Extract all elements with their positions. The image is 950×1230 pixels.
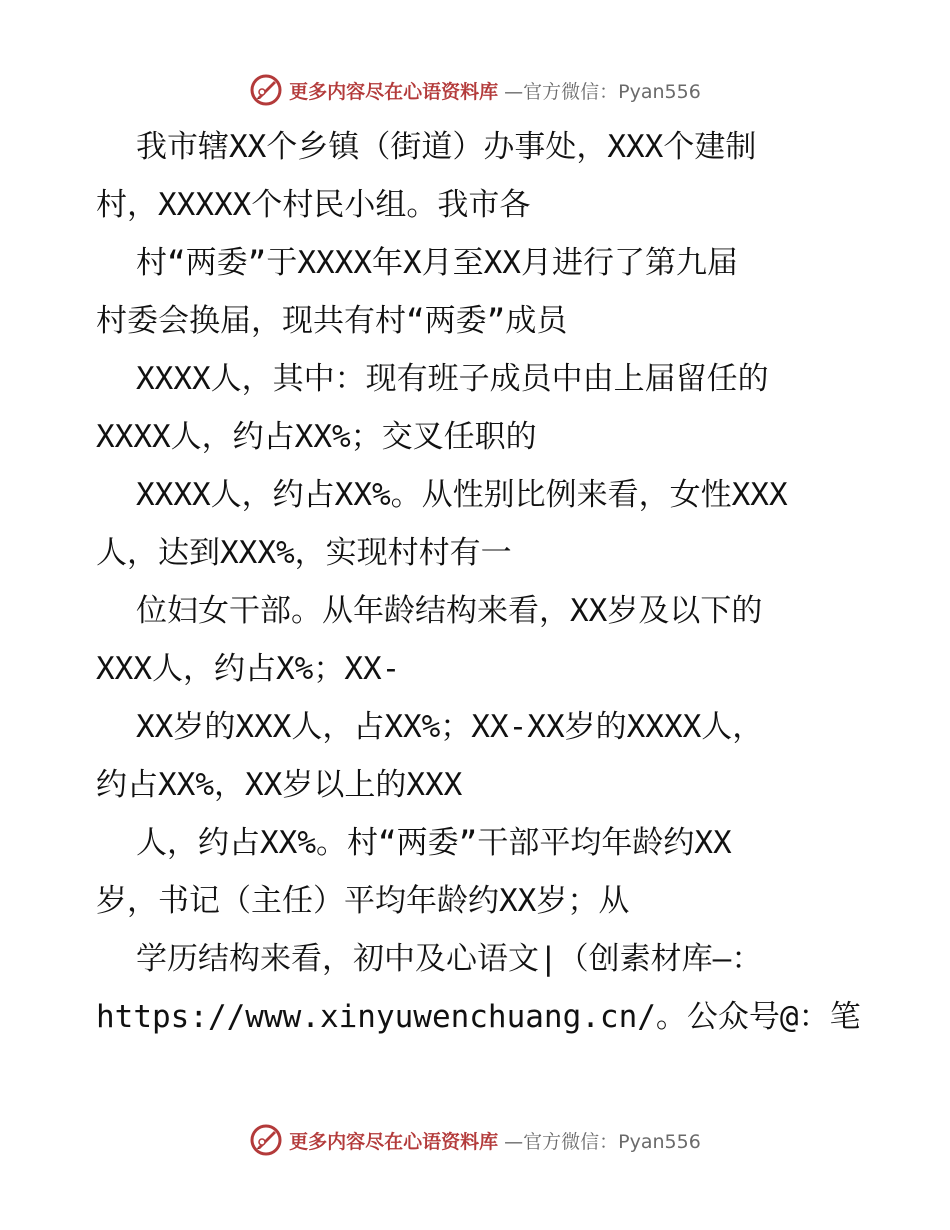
body-line: XXXX人，其中：现有班子成员中由上届留任的 (136, 361, 769, 397)
body-line: XX岁的XXX人，占XX%；XX-XX岁的XXXX人， (136, 709, 764, 745)
header-brand-text: 更多内容尽在心语资料库 (289, 80, 499, 103)
body-line: https://www.xinyuwenchuang.cn/。公众号@：笔 (96, 999, 861, 1035)
body-line: 位妇女干部。从年龄结构来看，XX岁及以下的 (136, 593, 763, 629)
header-banner-inner (249, 73, 701, 107)
header-contact-text: —官方微信：Pyan556 (504, 80, 701, 103)
body-line: 岁，书记（主任）平均年龄约XX岁；从 (96, 883, 630, 919)
body-line: XXXX人，约占XX%；交叉任职的 (96, 419, 537, 455)
body-line: 人，约占XX%。村“两委”干部平均年龄约XX (136, 825, 732, 861)
footer-contact-text: —官方微信：Pyan556 (504, 1130, 701, 1153)
body-line: 我市辖XX个乡镇（街道）办事处，XXX个建制 (136, 129, 757, 165)
body-line: 村委会换届，现共有村“两委”成员 (96, 303, 568, 339)
body-line: 村，XXXXX个村民小组。我市各 (96, 187, 531, 223)
body-line: 约占XX%，XX岁以上的XXX (96, 767, 463, 803)
document-body (96, 118, 876, 1046)
footer-banner-inner (249, 1123, 701, 1157)
footer-brand-text: 更多内容尽在心语资料库 (289, 1130, 499, 1153)
body-line: 学历结构来看，初中及心语文|（创素材库—： (136, 941, 763, 977)
body-line: XXX人，约占X%；XX- (96, 651, 401, 687)
body-line: 人，达到XXX%，实现村村有一 (96, 535, 512, 571)
brand-logo-icon (249, 1123, 283, 1157)
body-line: XXXX人，约占XX%。从性别比例来看，女性XXX (136, 477, 788, 513)
header-banner (0, 70, 950, 110)
brand-logo-icon (249, 73, 283, 107)
body-line: 村“两委”于XXXX年X月至XX月进行了第九届 (136, 245, 738, 281)
footer-banner (0, 1120, 950, 1160)
